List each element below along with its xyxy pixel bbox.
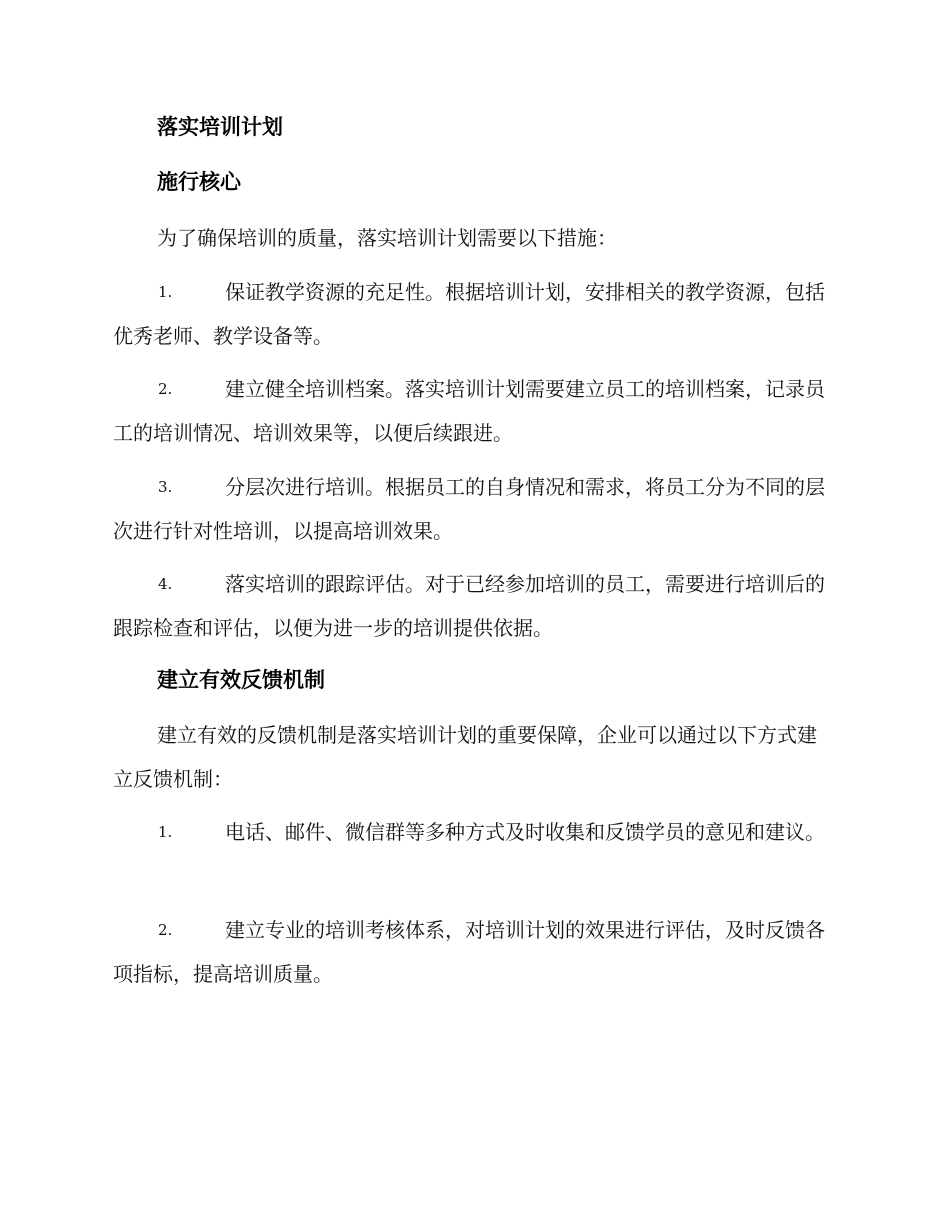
list-item-text: 建立专业的培训考核体系，对培训计划的效果进行评估，及时反馈各项指标，提高培训质量。 [113, 918, 825, 986]
list-item [113, 270, 835, 358]
list-item [113, 810, 835, 854]
list-item-text: 落实培训的跟踪评估。对于已经参加培训的员工，需要进行培训后的跟踪检查和评估，以便为进一步的培训提供依据。 [113, 572, 825, 640]
list-item-text: 建立健全培训档案。落实培训计划需要建立员工的培训档案，记录员工的培训情况、培训效果等，以便后续跟进。 [113, 377, 825, 445]
list-number: 2. [158, 380, 173, 398]
list-number: 2. [158, 921, 173, 939]
list-item [113, 465, 835, 553]
list-number: 3. [158, 478, 173, 496]
list-item [113, 908, 835, 996]
list-number: 4. [158, 575, 173, 593]
section-heading-core: 施行核心 [157, 169, 241, 194]
list-number: 1. [158, 283, 173, 301]
section-heading-feedback: 建立有效反馈机制 [157, 667, 325, 692]
core-intro-paragraph: 为了确保培训的质量，落实培训计划需要以下措施： [157, 226, 617, 250]
list-number: 1. [158, 823, 173, 841]
section-heading-training-plan: 落实培训计划 [157, 114, 283, 139]
list-item [113, 367, 835, 455]
list-item-text: 电话、邮件、微信群等多种方式及时收集和反馈学员的意见和建议。 [225, 820, 825, 844]
feedback-intro-paragraph: 建立有效的反馈机制是落实培训计划的重要保障，企业可以通过以下方式建立反馈机制： [113, 723, 817, 791]
list-item-text: 保证教学资源的充足性。根据培训计划，安排相关的教学资源，包括优秀老师、教学设备等。 [113, 280, 825, 348]
list-item-text: 分层次进行培训。根据员工的自身情况和需求，将员工分为不同的层次进行针对性培训，以提高培训效果。 [113, 475, 825, 543]
list-item [113, 562, 835, 650]
